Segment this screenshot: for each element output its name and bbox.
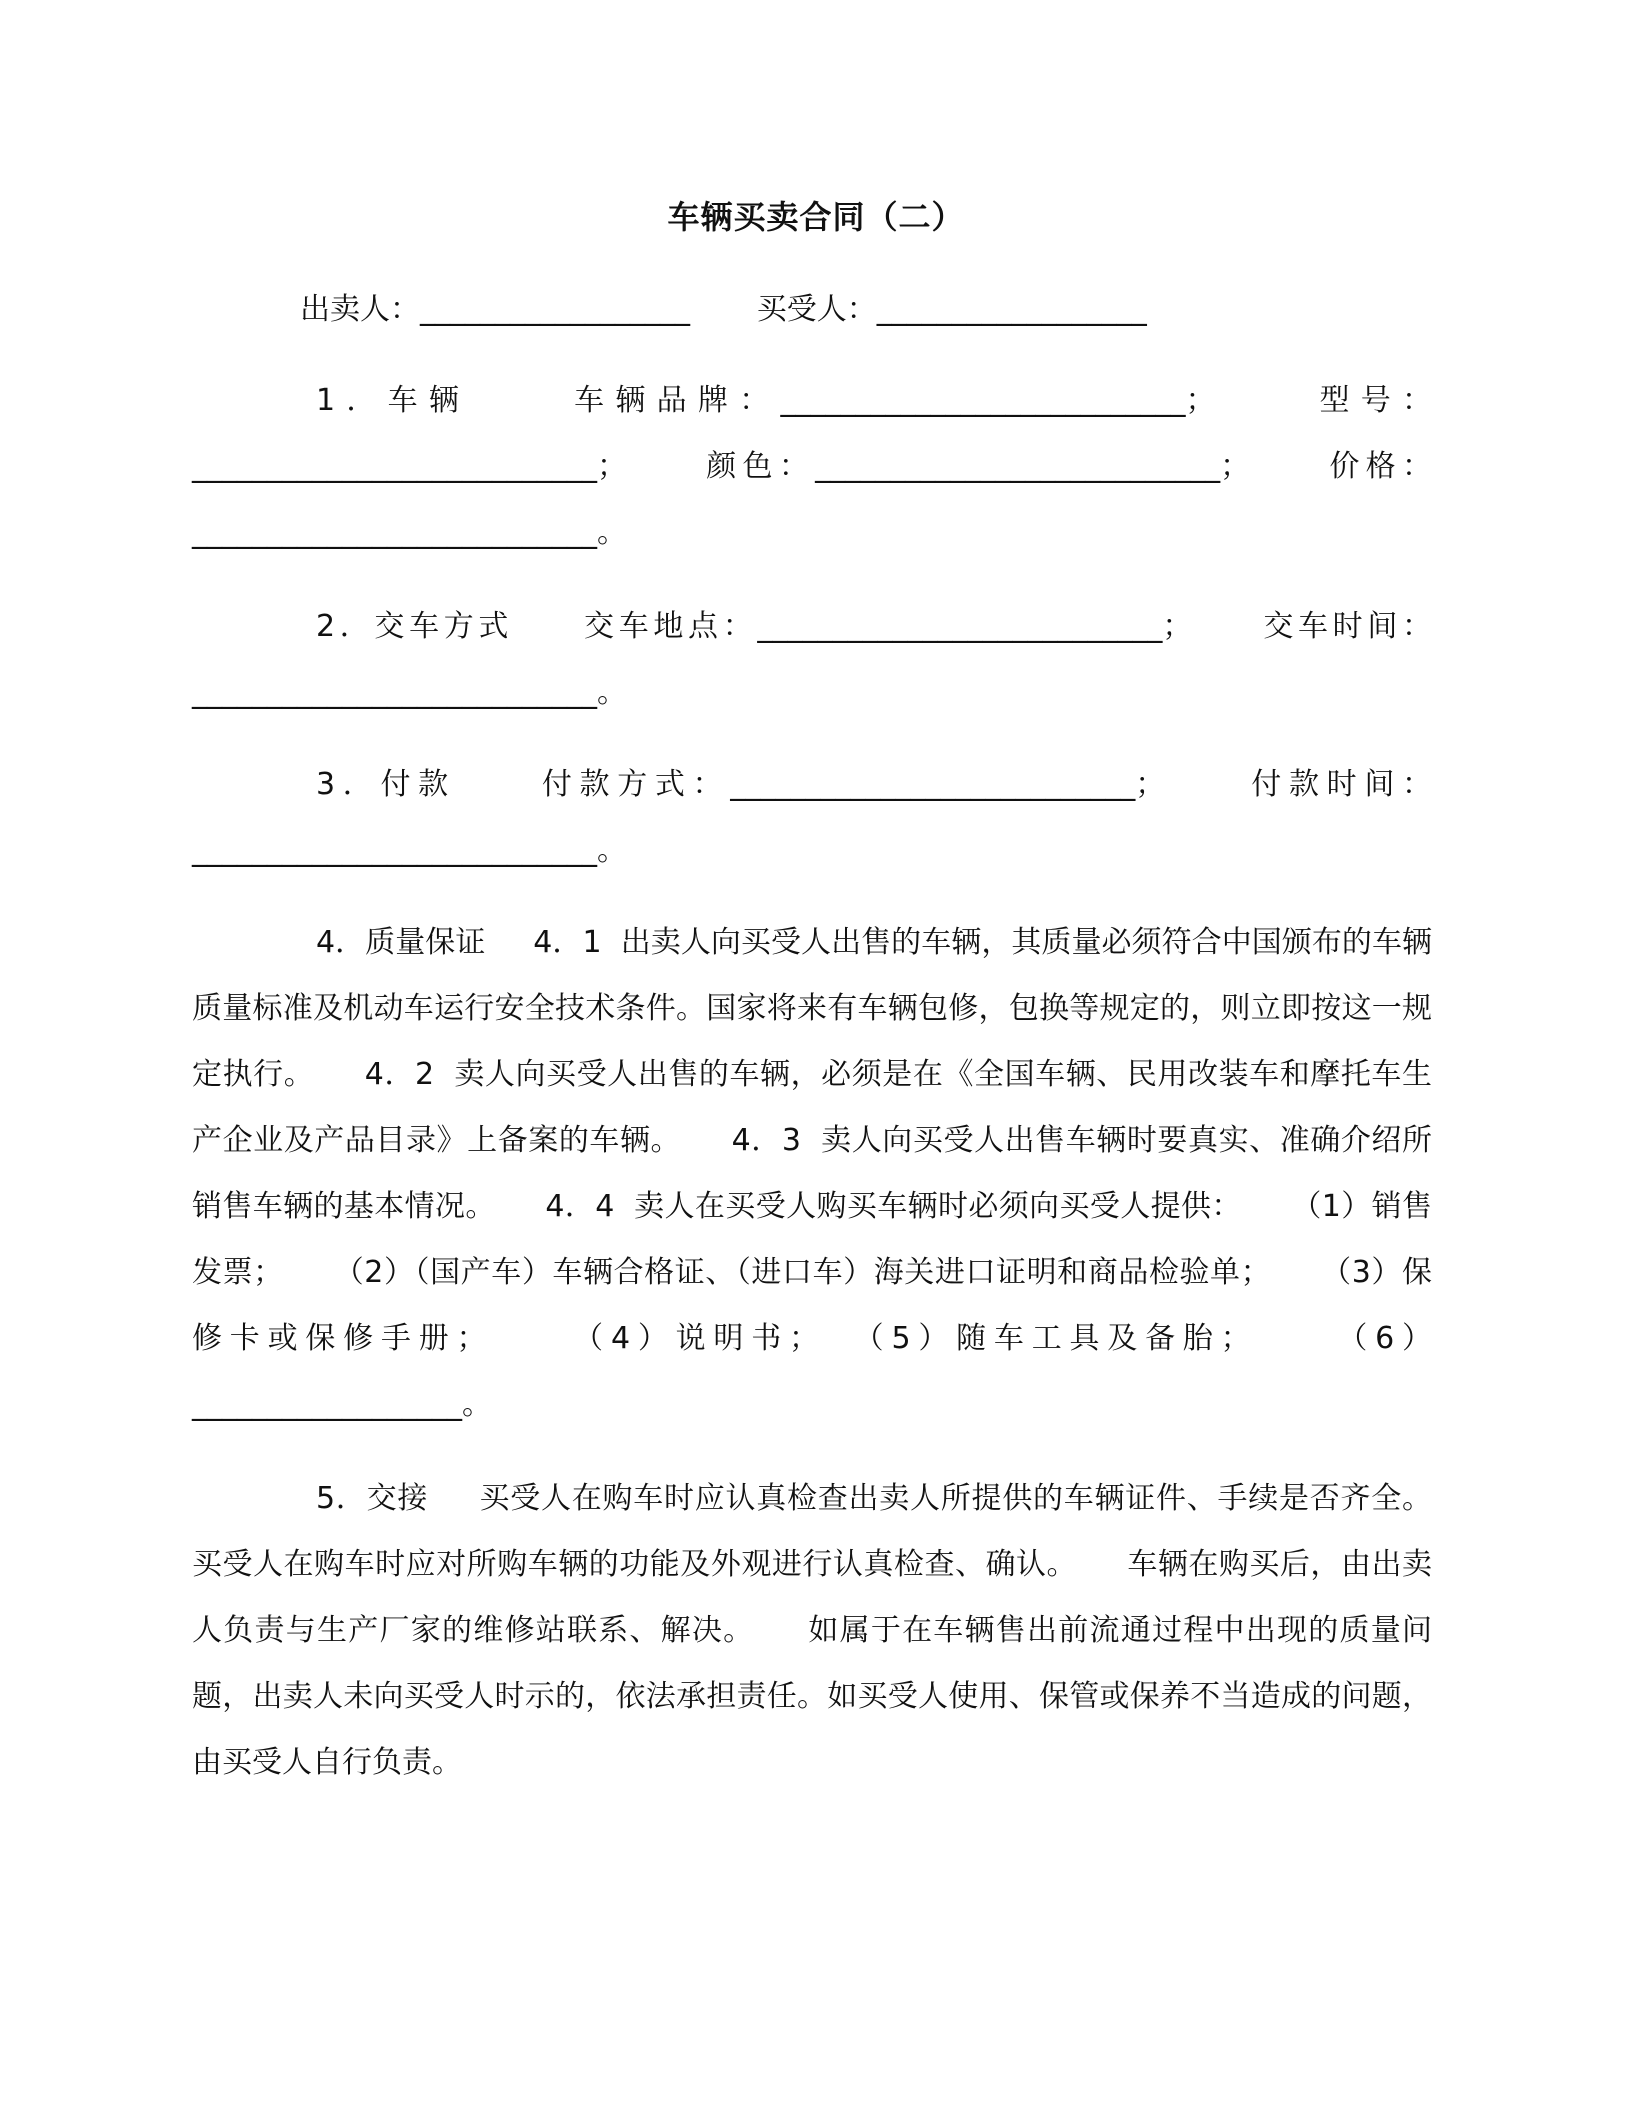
section-1-vehicle: 1．车辆 车辆品牌：___________________________； 型号：___________________________； 颜色：___________________________； 价格：___________________________。 <box>192 383 1432 550</box>
document-title: 车辆买卖合同（二） <box>667 198 965 236</box>
section-2-delivery: 2．交车方式 交车地点：___________________________； 交车时间：___________________________。 <box>192 609 1432 710</box>
section-5-handover: 5．交接 买受人在购车时应认真检查出卖人所提供的车辆证件、手续是否齐全。 买受人在购车时应对所购车辆的功能及外观进行认真检查、确认。 车辆在购买后，由出卖人负责与生产厂家的维修站联系、解决。 如属于在车辆售出前流通过程中出现的质量问题，出卖人未向买受人时示的，依法承担责任。如买受人使用、保管或保养不当造成的问题，由买受人自行负责。 <box>192 1481 1442 1780</box>
section-4-quality-guarantee: 4．质量保证 4．1 出卖人向买受人出售的车辆，其质量必须符合中国颁布的车辆质量标准及机动车运行安全技术条件。国家将来有车辆包修，包换等规定的，则立即按这一规定执行。 4．2 卖人向买受人出售的车辆，必须是在《全国车辆、民用改装车和摩托车生产企业及产品目录》上备案的车辆。 4．3 卖人向买受人出售车辆时要真实、准确介绍所销售车辆的基本情况。 4．4 卖人在买受人购买车辆时必须向买受人提供： （1）销售发票； （2）（国产车）车辆合格证、（进口车）海关进口证明和商品检验单； （3）保修卡或保修手册； （4）说明书； （5）随车工具及备胎； （6）__________________。 <box>192 925 1432 1422</box>
parties-line: 出卖人：__________________ 买受人：__________________ <box>300 292 1147 327</box>
section-3-payment: 3．付款 付款方式：___________________________； 付款时间：___________________________。 <box>192 767 1432 868</box>
